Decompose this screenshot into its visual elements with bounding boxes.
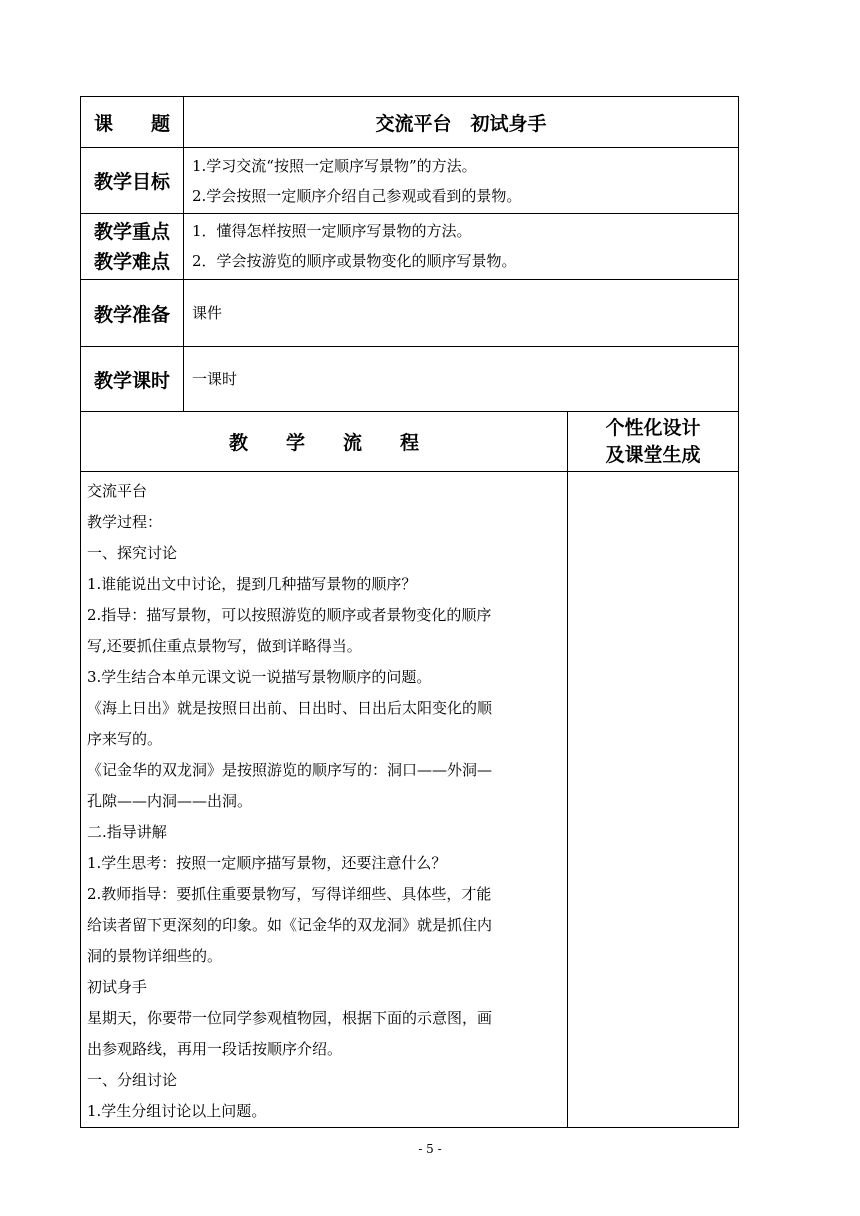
prep-row — [81, 280, 739, 347]
process-line: 《记金华的双龙洞》是按照游览的顺序写的：洞口——外洞— — [87, 761, 493, 779]
process-line: 给读者留下更深刻的印象。如《记金华的双龙洞》就是抓住内 — [87, 916, 493, 934]
hours-value: 一课时 — [184, 347, 739, 412]
process-line: 孔隙——内洞——出洞。 — [87, 792, 253, 810]
process-line: 序来写的。 — [87, 730, 163, 748]
process-line: 1.谁能说出文中讨论，提到几种描写景物的顺序？ — [87, 575, 417, 593]
side-label-2: 及课堂生成 — [605, 443, 701, 466]
process-line: 《海上日出》就是按照日出前、日出时、日出后太阳变化的顺 — [87, 699, 493, 717]
key-label — [81, 214, 184, 280]
key-line: 1．懂得怎样按照一定顺序写景物的方法。 — [192, 222, 472, 240]
side-label — [568, 412, 739, 472]
side-label-1: 个性化设计 — [605, 416, 701, 439]
page-number: - 5 - — [418, 1142, 442, 1156]
lesson-plan-table — [80, 96, 739, 1128]
process-cell — [81, 472, 568, 1128]
process-line: 写,还要抓住重点景物写，做到详略得当。 — [87, 637, 362, 655]
goal-line: 2.学会按照一定顺序介绍自己参观或看到的景物。 — [192, 186, 522, 205]
process-line: 教学过程： — [87, 513, 163, 531]
key-label-1: 教学重点 — [93, 220, 170, 243]
process-line: 2.指导：描写景物，可以按照游览的顺序或者景物变化的顺序 — [87, 606, 492, 624]
topic-value: 交流平台 初试身手 — [184, 97, 739, 148]
goal-value — [184, 148, 739, 214]
prep-label: 教学准备 — [81, 280, 184, 347]
process-line: 洞的景物详细些的。 — [87, 947, 223, 965]
flow-header-row — [81, 412, 739, 472]
key-row — [81, 214, 739, 280]
goal-row — [81, 148, 739, 214]
prep-value: 课件 — [184, 280, 739, 347]
process-line: 交流平台 — [87, 482, 148, 500]
design-cell — [568, 472, 739, 1128]
topic-label: 课 题 — [81, 97, 184, 148]
process-line: 1.学生分组讨论以上问题。 — [87, 1102, 267, 1120]
goal-label: 教学目标 — [81, 148, 184, 214]
process-line: 星期天，你要带一位同学参观植物园，根据下面的示意图，画 — [87, 1009, 493, 1027]
process-line: 3.学生结合本单元课文说一说描写景物顺序的问题。 — [87, 668, 432, 686]
process-line: 1.学生思考：按照一定顺序描写景物，还要注意什么？ — [87, 854, 447, 872]
hours-row — [81, 347, 739, 412]
key-label-2: 教学难点 — [93, 250, 170, 273]
hours-label: 教学课时 — [81, 347, 184, 412]
process-line: 初试身手 — [87, 978, 148, 996]
process-line: 出参观路线，再用一段话按顺序介绍。 — [87, 1040, 343, 1058]
flow-label: 教 学 流 程 — [81, 412, 568, 472]
process-row — [81, 472, 739, 1128]
process-line: 一、分组讨论 — [87, 1071, 178, 1089]
process-line: 二.指导讲解 — [87, 823, 167, 841]
process-line: 2.教师指导：要抓住重要景物写，写得详细些、具体些，才能 — [87, 885, 492, 903]
key-value — [184, 214, 739, 280]
topic-row — [81, 97, 739, 148]
goal-line: 1.学习交流“按照一定顺序写景物”的方法。 — [192, 156, 477, 175]
process-line: 一、探究讨论 — [87, 544, 178, 562]
key-line: 2．学会按游览的顺序或景物变化的顺序写景物。 — [192, 252, 517, 270]
